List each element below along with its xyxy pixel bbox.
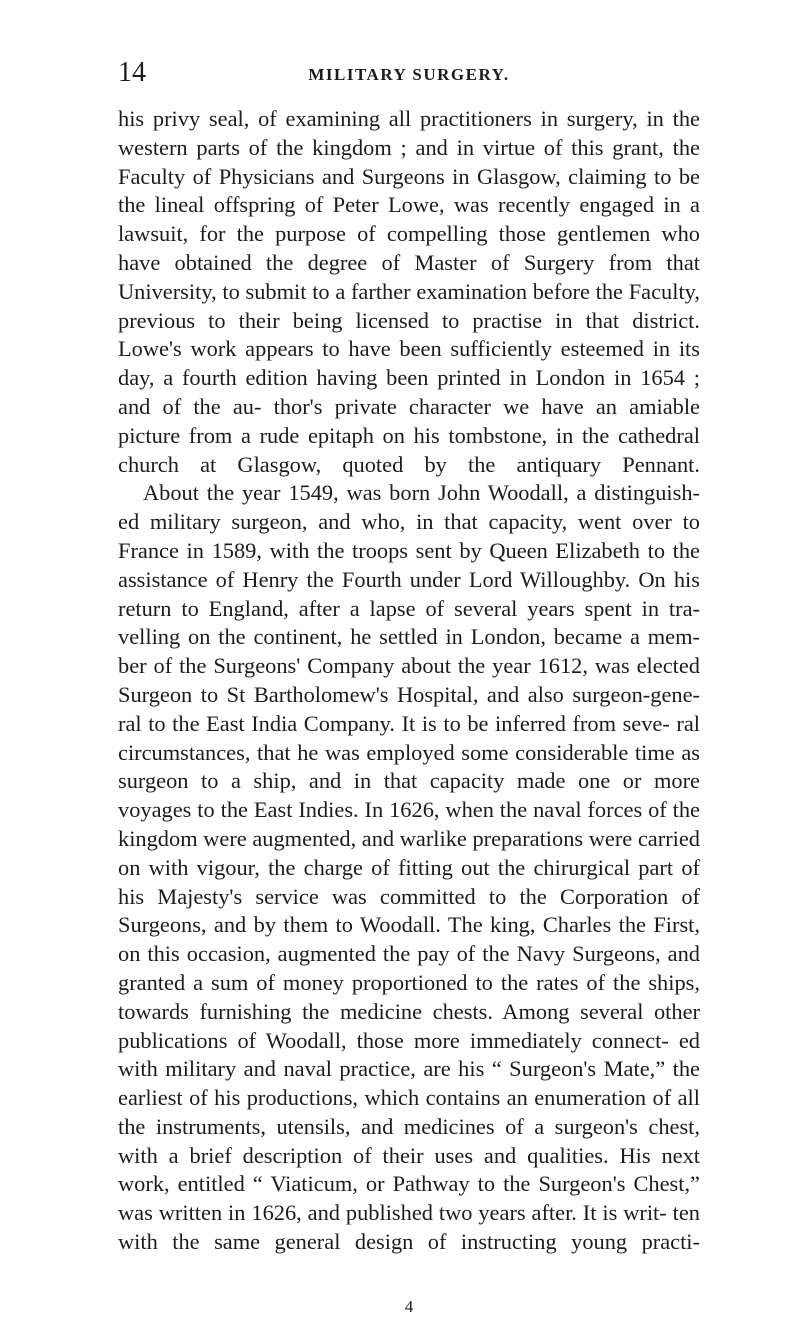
body-text bbox=[118, 105, 700, 1257]
page-number: 14 bbox=[118, 57, 146, 88]
page-header bbox=[118, 58, 700, 88]
paragraph-woodall: About the year 1549, was born John Woodall, a distinguish- ed military surgeon, and who, in that capacity, went over to France in 1589, with the troops sent by Queen Elizabeth to the assistance of Henry the Fourth under Lord Willoughby. On his return to England, after a lapse of several years spent in tra- velling on the continent, he settled in London, became a mem- ber of the Surgeons' Company about the year 1612, was elected Surgeon to St Bartholomew's Hospital, and also surgeon-gene- ral to the East India Company. It is to be inferred from seve- ral circumstances, that he was employed some considerable time as surgeon to a ship, and in that capacity made one or more voyages to the East Indies. In 1626, when the naval forces of the kingdom were augmented, and warlike preparations were carried on with vigour, the charge of fitting out the chirurgical part of his Majesty's service was committed to the Corporation of Surgeons, and by them to Woodall. The king, Charles the First, on this occasion, augmented the pay of the Navy Surgeons, and granted a sum of money proportioned to the rates of the ships, towards furnishing the medicine chests. Among several other publications of Woodall, those more immediately connect- ed with military and naval practice, are his “ Surgeon's Mate,” the earliest of his productions, which contains an enumeration of all the instruments, utensils, and medicines of a surgeon's chest, with a brief description of their uses and qualities. His next work, entitled “ Viaticum, or Pathway to the Surgeon's Chest,” was written in 1626, and published two years after. It is writ- ten with the same general design of instructing young practi- bbox=[118, 480, 700, 1255]
paragraph-continued: his privy seal, of examining all practitioners in surgery, in the western parts of the kingdom ; and in virtue of this grant, the Faculty of Physicians and Surgeons in Glasgow, claiming to be the lineal offspring of Peter Lowe, was recently engaged in a lawsuit, for the purpose of compelling those gentlemen who have obtained the degree of Master of Surgery from that University, to submit to a farther examination before the Faculty, previous to their being licensed to practise in that district. Lowe's work appears to have been sufficiently esteemed in its day, a fourth edition having been printed in London in 1654 ; and of the au- thor's private character we have an amiable picture from a rude epitaph on his tombstone, in the cathedral church at Glasgow, quoted by the antiquary Pennant. bbox=[118, 106, 700, 477]
running-head: MILITARY SURGERY. bbox=[308, 65, 510, 84]
signature-mark: 4 bbox=[404, 1297, 414, 1316]
